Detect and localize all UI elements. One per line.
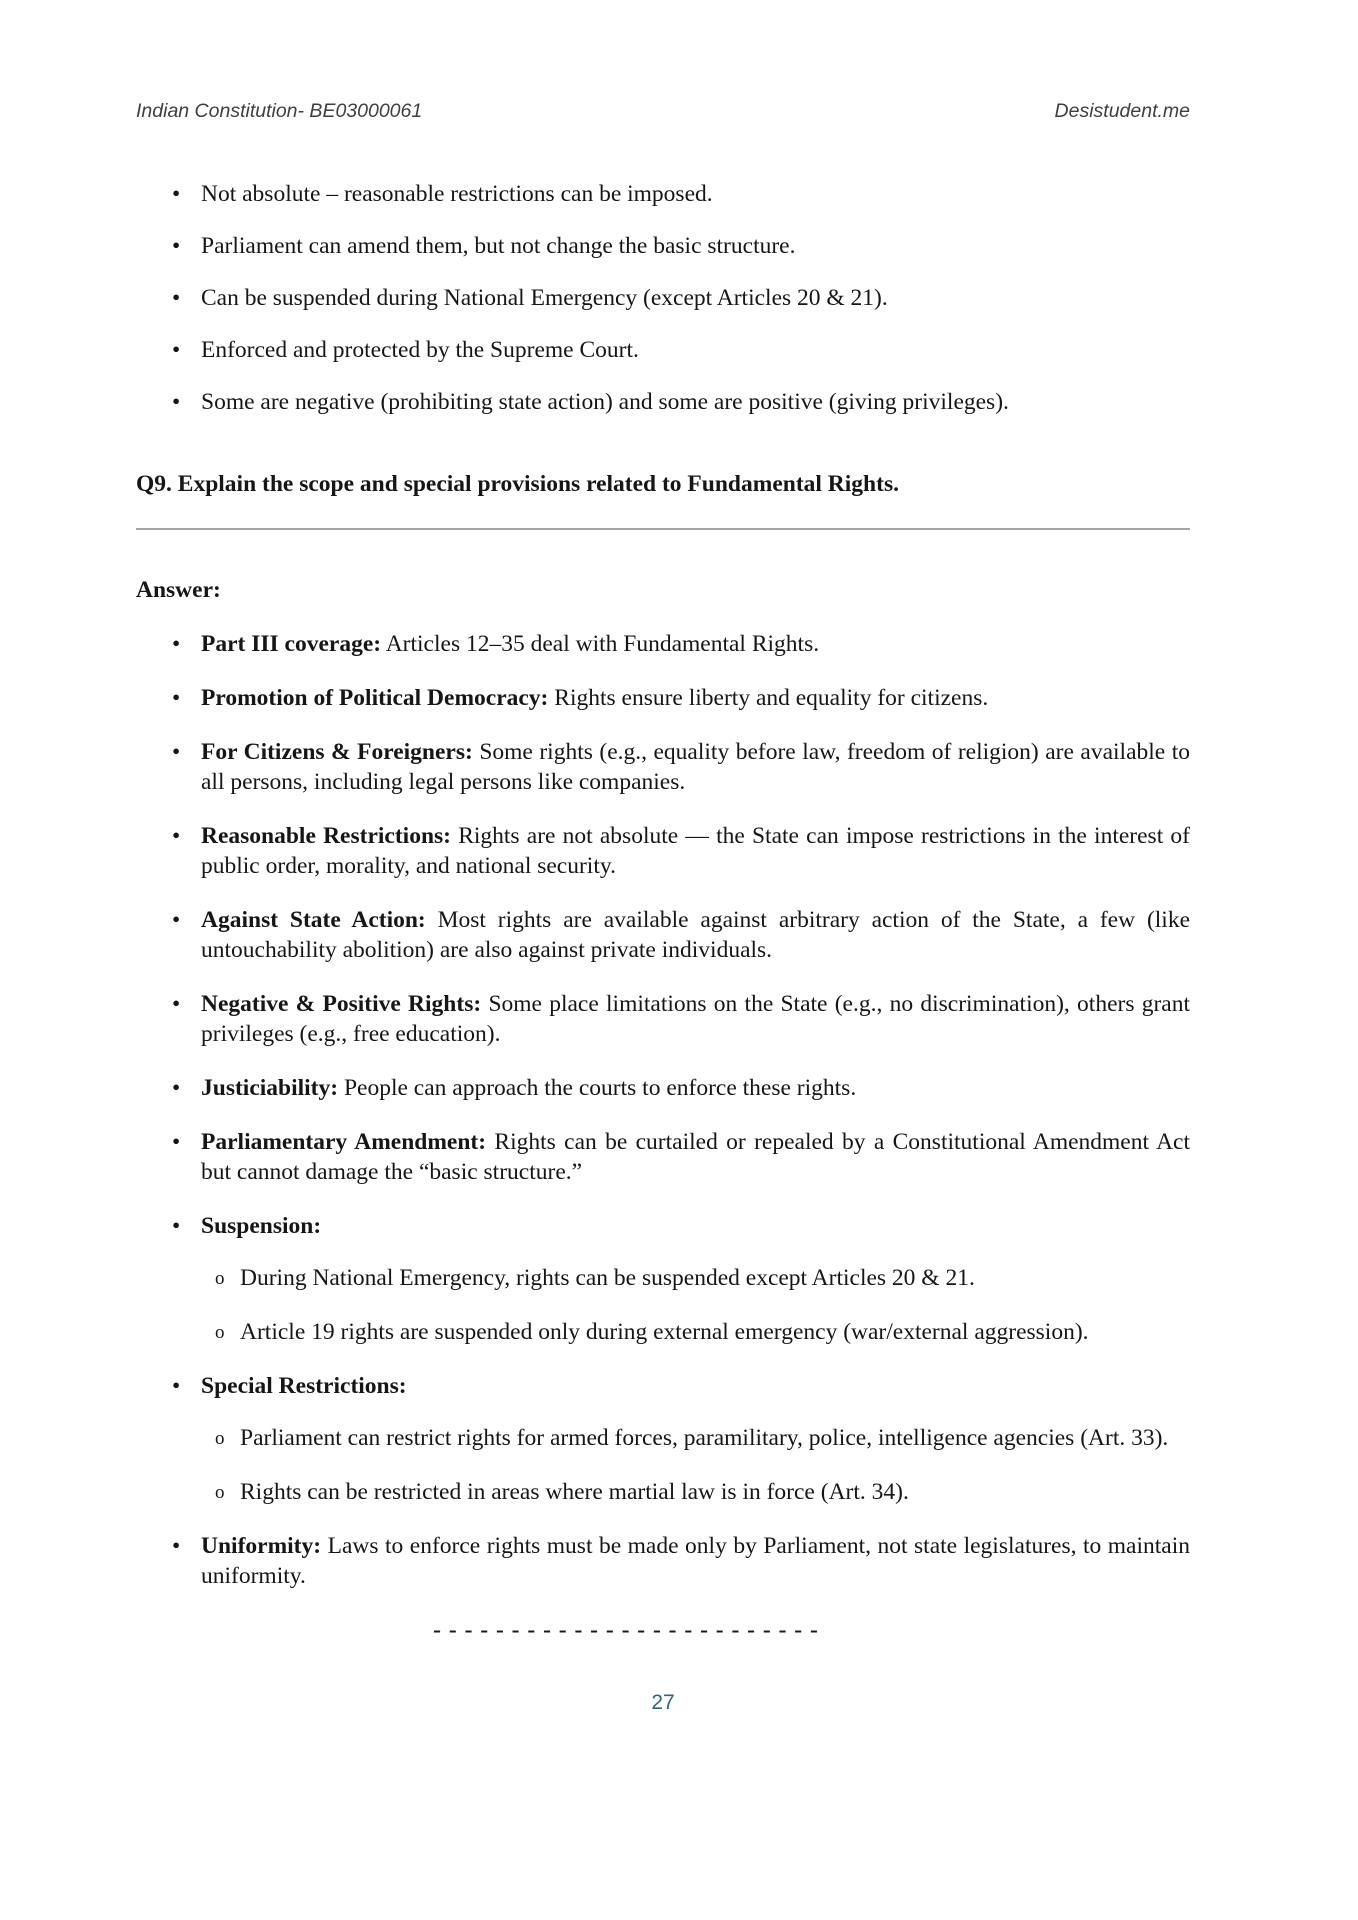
answer-list-item (136, 737, 1190, 797)
dashed-separator: - - - - - - - - - - - - - - - - - - - - - - - - - (433, 1617, 819, 1643)
bullet-lead: Suspension: (201, 1213, 322, 1239)
answer-list-item (136, 683, 1190, 713)
intro-list-item: • Parliament can amend them, but not change the basic structure. (136, 231, 1190, 261)
bullet-text: Most rights are available against arbitrary action of the State, a few (like untouchability abolition) are also against private individuals. (201, 907, 1191, 963)
answer-list-item (136, 1073, 1190, 1103)
sub-list-item: o During National Emergency, rights can be suspended except Articles 20 & 21. (201, 1263, 1190, 1293)
answer-list-item (136, 1531, 1190, 1591)
bullet-lead: Negative & Positive Rights: (201, 991, 482, 1017)
header-course-code: Indian Constitution- BE03000061 (136, 100, 423, 122)
bullet-text: Rights can be curtailed or repealed by a Constitutional Amendment Act but cannot damage the “basic structure.” (201, 1129, 1190, 1185)
question-heading: Q9. Explain the scope and special provisions related to Fundamental Rights. (136, 471, 899, 497)
sub-list-item: o Rights can be restricted in areas where martial law is in force (Art. 34). (201, 1477, 1190, 1507)
bullet-text: Articles 12–35 deal with Fundamental Rights. (385, 631, 820, 657)
bullet-text: Rights ensure liberty and equality for citizens. (554, 685, 989, 711)
bullet-lead: Parliamentary Amendment: (201, 1129, 487, 1155)
bullet-lead: Special Restrictions: (201, 1373, 407, 1399)
intro-list-item: • Not absolute – reasonable restrictions can be imposed. (136, 179, 1190, 209)
sub-list-item: o Article 19 rights are suspended only during external emergency (war/external aggression). (201, 1317, 1190, 1347)
intro-list-item: • Enforced and protected by the Supreme Court. (136, 335, 1190, 365)
intro-bullet-list (136, 179, 1190, 417)
bullet-lead: Against State Action: (201, 907, 426, 933)
answer-list-item (136, 629, 1190, 659)
page-number: 27 (651, 1691, 675, 1714)
bullet-lead: Reasonable Restrictions: (201, 823, 451, 849)
bullet-lead: Justiciability: (201, 1075, 339, 1101)
intro-list-item: • Some are negative (prohibiting state action) and some are positive (giving privileges). (136, 387, 1190, 417)
bullet-lead: Part III coverage: (201, 631, 382, 657)
answer-list-item (136, 1371, 1190, 1507)
answer-list-item (136, 905, 1190, 965)
heading-divider (136, 528, 1190, 530)
answer-list-item (136, 821, 1190, 881)
page-header (136, 0, 1190, 123)
bullet-text: People can approach the courts to enforce these rights. (343, 1075, 857, 1101)
answer-list-item (136, 1127, 1190, 1187)
bullet-text: Rights are not absolute — the State can impose restrictions in the interest of public order, morality, and national security. (201, 823, 1190, 879)
bullet-text: Some place limitations on the State (e.g., no discrimination), others grant privileges (e.g., free education). (201, 991, 1191, 1047)
bullet-lead: For Citizens & Foreigners: (201, 739, 473, 765)
bullet-text: Some rights (e.g., equality before law, freedom of religion) are available to all persons, including legal persons like companies. (201, 739, 1190, 795)
answer-label: Answer: (136, 577, 221, 603)
answer-list-item (136, 1211, 1190, 1347)
intro-list-item: • Can be suspended during National Emergency (except Articles 20 & 21). (136, 283, 1190, 313)
header-site-name: Desistudent.me (1054, 100, 1190, 122)
answer-list-item (136, 989, 1190, 1049)
answer-bullet-list (136, 629, 1190, 1591)
sub-bullet-list (201, 1423, 1190, 1507)
bullet-lead: Uniformity: (201, 1533, 322, 1559)
bullet-text: Laws to enforce rights must be made only by Parliament, not state legislatures, to maintain uniformity. (201, 1533, 1191, 1589)
sub-list-item: o Parliament can restrict rights for armed forces, paramilitary, police, intelligence agencies (Art. 33). (201, 1423, 1190, 1453)
bullet-lead: Promotion of Political Democracy: (201, 685, 549, 711)
sub-bullet-list (201, 1263, 1190, 1347)
